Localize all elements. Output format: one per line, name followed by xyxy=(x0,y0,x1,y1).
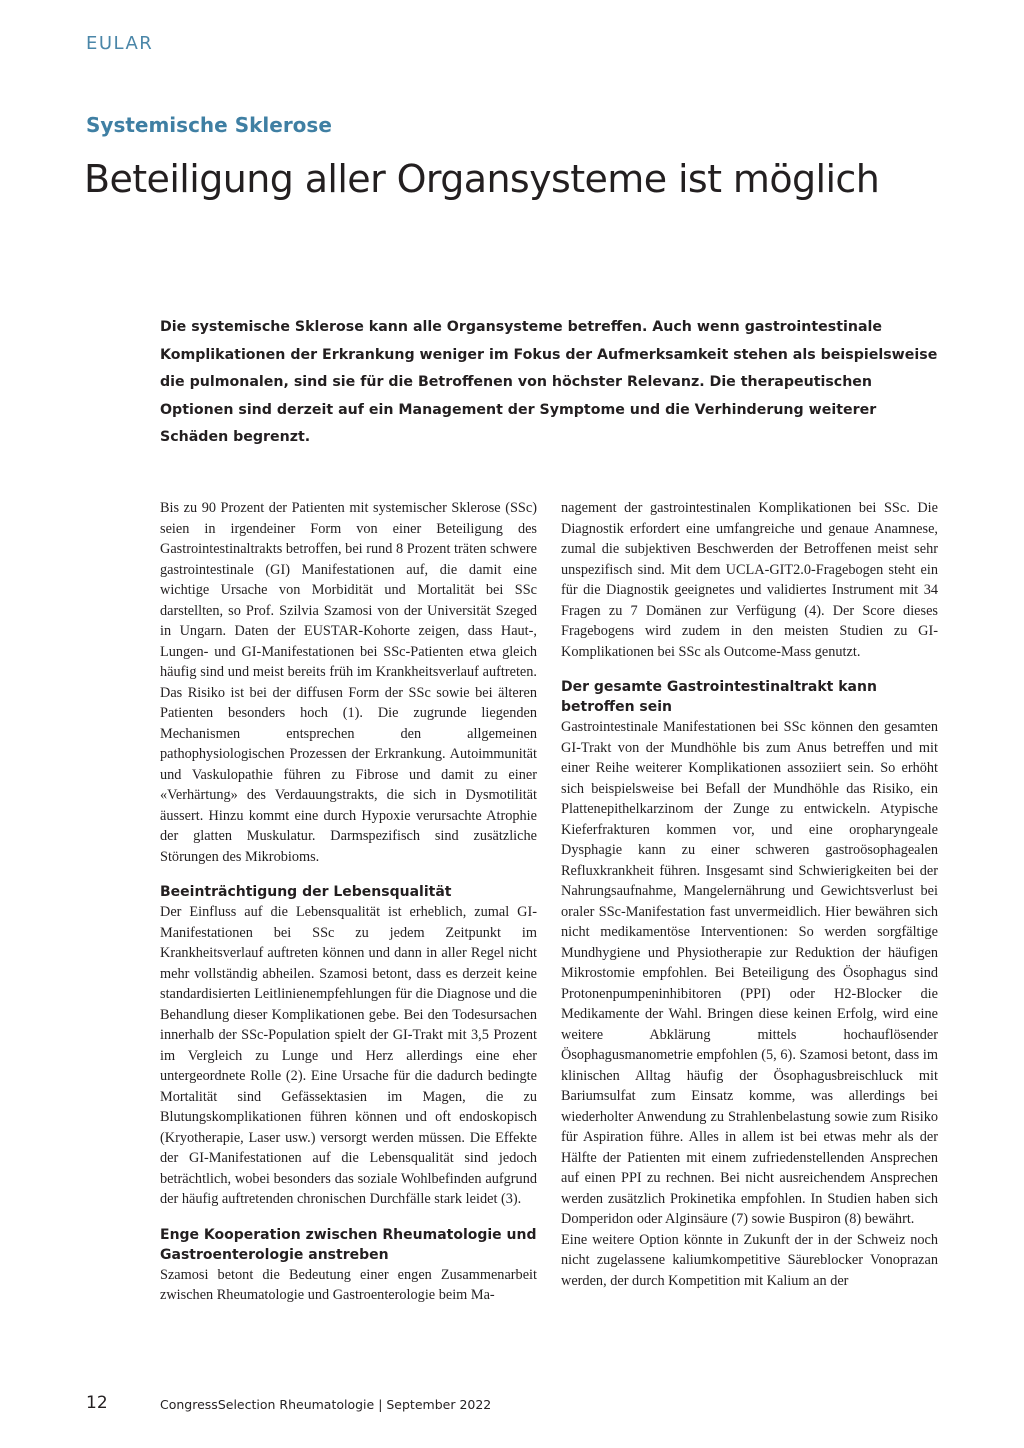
subheading-quality-of-life: Beeinträchtigung der Lebensqualität xyxy=(160,884,452,900)
left-column xyxy=(160,498,537,1306)
body-paragraph: Gastrointestinale Manifestationen bei SSc können den gesamten GI-Trakt von der Mundhöhle bis zum Anus betreffen und mit einer Reihe weiterer Komplikationen assoziiert sein. So erhöht sich beispielsweise bei Befall der Mundhöhle das Risiko, ein Plattenepithelkarzinom der Zunge zu entwickeln. Atypische Kieferfrakturen kommen vor, und eine oropharyngeale Dysphagie kann zu einer schweren gastroösophagealen Refluxkrankheit führen. Insgesamt sind Schwierigkeiten bei der Nahrungsaufnahme, Mangelernährung und Gewichtsverlust bei oraler SSc-Manifestation fast unvermeidlich. Hier bewähren sich nicht medikamentöse Interventionen: So werden sorgfältige Mundhygiene und Physiotherapie zur Reduktion der häufigen Mikrostomie empfohlen. Bei Beteiligung des Ösophagus sind Protonenpumpeninhibitoren (PPI) oder H2-Blocker die Medikamente der Wahl. Bringen diese keinen Erfolg, wird eine weitere Abklärung mittels hochauflösender Ösophagusmanometrie empfohlen (5, 6). Szamosi betont, dass im klinischen Alltag häufig der Ösophagusbreischluck mit Bariumsulfat zum Einsatz komme, was allerdings bei wiederholter Anwendung zu Strahlenbelastung sowie zum Risiko für Aspiration führe. Alles in allem ist bei etwas mehr als der Hälfte der Patienten mit einem zufriedenstellenden Ansprechen auf einen PPI zu rechnen. Bei nicht ausreichendem Ansprechen werden zusätzlich Prokinetika empfohlen. In Studien haben sich Domperidon oder Alginsäure (7) sowie Buspiron (8) bewährt. xyxy=(561,719,938,1227)
subheading-gi-tract: Der gesamte Gastrointestinaltrakt kann betroffen sein xyxy=(561,679,877,715)
body-paragraph: Der Einfluss auf die Lebensqualität ist erheblich, zumal GI-Manifestationen bei SSc zu jedem Zeitpunkt im Krankheitsverlauf auftreten können und dann in aller Regel nicht mehr vollständig abheilen. Szamosi betont, dass es derzeit keine standardisierten Leitlinienempfehlungen für die Diagnose und die Behandlung dieser Komplikationen gebe. Bei den Todesursachen innerhalb der SSc-Population spielt der GI-Trakt mit 3,5 Prozent im Vergleich zu Lunge und Herz allerdings eine eher untergeordnete Rolle (2). Eine Ursache für die dadurch bedingte Mortalität sind Gefässektasien im Magen, die zu Blutungskomplikationen führen können und oft endoskopisch (Kryotherapie, Laser usw.) versorgt werden müssen. Die Effekte der GI-Manifestationen auf die Lebensqualität sind jedoch beträchtlich, wobei besonders das soziale Wohlbefinden aufgrund der häufig auftretenden chronischen Durchfälle stark leidet (3). xyxy=(160,904,537,1207)
article-title: Beteiligung aller Organsysteme ist möglich xyxy=(84,157,880,201)
body-paragraph: Szamosi betont die Bedeutung einer engen Zusammenarbeit zwischen Rheumatologie und Gastroenterologie beim Ma- xyxy=(160,1266,537,1303)
right-column xyxy=(561,498,938,1291)
section-label: EULAR xyxy=(86,33,154,54)
page-number: 12 xyxy=(86,1393,108,1413)
subheading-cooperation: Enge Kooperation zwischen Rheumatologie und Gastroenterologie anstreben xyxy=(160,1226,537,1263)
lead-paragraph: Die systemische Sklerose kann alle Organsysteme betreffen. Auch wenn gastrointestinale Komplikationen der Erkrankung weniger im Fokus der Aufmerksamkeit stehen als beispielsweise die pulmonalen, sind sie für die Betroffenen von höchster Relevanz. Die therapeutischen Optionen sind derzeit auf ein Management der Symptome und die Verhinderung weiterer Schäden begrenzt. xyxy=(160,319,938,445)
article-kicker: Systemische Sklerose xyxy=(86,113,332,137)
body-paragraph: Bis zu 90 Prozent der Patienten mit systemischer Sklerose (SSc) seien in irgendeiner Form von einer Beteiligung des Gastrointestinaltrakts betroffen, bei rund 8 Prozent träten schwere gastrointestinale (GI) Manifestationen auf, die damit eine wichtige Ursache von Morbidität und Mortalität bei SSc darstellten, so Prof. Szilvia Szamosi von der Universität Szeged in Ungarn. Daten der EUSTAR-Kohorte zeigen, dass Haut-, Lungen- und GI-Manifestationen bei SSc-Patienten etwa gleich häufig sind und meist bereits früh im Krankheitsverlauf auftreten. Das Risiko ist bei der diffusen Form der SSc sowie bei älteren Patienten besonders hoch (1). Die zugrunde liegenden Mechanismen entsprechen den allgemeinen pathophysiologischen Prozessen der Erkrankung. Autoimmunität und Vaskulopathie führen zu Fibrose und damit zu einer «Verhärtung» des Verdauungstrakts, die sich in Dysmotilität äussert. Hinzu kommt eine durch Hypoxie verursachte Atrophie der glatten Muskulatur. Darmspezifisch sind zusätzliche Störungen des Mikrobioms. xyxy=(160,500,537,865)
body-paragraph: Eine weitere Option könnte in Zukunft der in der Schweiz noch nicht zugelassene kaliumkompetitive Säureblocker Vonoprazan werden, der durch Kompetition mit Kalium an der xyxy=(561,1231,938,1289)
body-paragraph: nagement der gastrointestinalen Komplikationen bei SSc. Die Diagnostik erfordert eine umfangreiche und genaue Anamnese, zumal die subjektiven Beschwerden der Betroffenen meist sehr unspezifisch sind. Mit dem UCLA-GIT2.0-Fragebogen steht ein für die Diagnostik geeignetes und validiertes Instrument mit 34 Fragen zu 7 Domänen zur Verfügung (4). Der Score dieses Fragebogens wird zudem in den meisten Studien zu GI-Komplikationen bei SSc als Outcome-Mass genutzt. xyxy=(561,500,938,660)
footer-publication: CongressSelection Rheumatologie | September 2022 xyxy=(160,1397,492,1412)
